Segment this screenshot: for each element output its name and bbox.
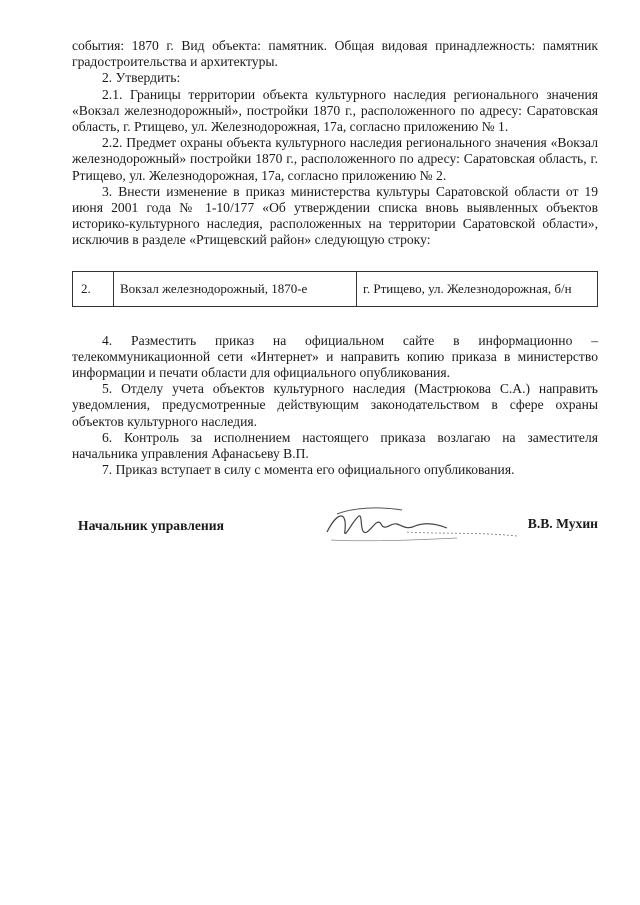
paragraph-item-3: 3. Внести изменение в приказ министерства культуры Саратовской области от 19 июня 2001 года № 1-10/177 «Об утверждении списка вновь выявленных объектов историко-культурного наследия, расположенных на территории Саратовской области», исключив в разделе «Ртищевский район» следующую строку: [72, 183, 598, 248]
excluded-row-table [72, 271, 598, 307]
table-cell-number: 2. [73, 271, 114, 306]
handwritten-signature-icon [307, 502, 527, 552]
table-cell-address: г. Ртищево, ул. Железнодорожная, б/н [357, 271, 598, 306]
paragraph-item-2: 2. Утвердить: [102, 70, 181, 86]
paragraph-item-6: 6. Контроль за исполнением настоящего приказа возлагаю на заместителя начальника управления Афанасьеву В.П. [72, 429, 598, 462]
paragraph-item-7: 7. Приказ вступает в силу с момента его официального опубликования. [102, 462, 515, 478]
signatory-name: В.В. Мухин [527, 516, 598, 532]
paragraph-item-5: 5. Отделу учета объектов культурного наследия (Мастрюкова С.А.) направить уведомления, предусмотренные действующим законодательством в сфере охраны объектов культурного наследия. [72, 381, 598, 429]
paragraph-item-2-2: 2.2. Предмет охраны объекта культурного наследия регионального значения «Вокзал железнодорожный» постройки 1870 г., расположенного по адресу: Саратовская область, г. Ртищево, ул. Железнодорожная, 17а, согласно приложению № 2. [72, 135, 598, 183]
signature-block [72, 502, 598, 552]
paragraph-item-2-1: 2.1. Границы территории объекта культурного наследия регионального значения «Вокзал железнодорожный», постройки 1870 г., расположенного по адресу: Саратовская область, г. Ртищево, ул. Железнодорожная, 17а, согласно приложению № 1. [72, 86, 598, 135]
paragraph-item-4: 4. Разместить приказ на официальном сайте в информационно – телекоммуникационной сети «Интернет» и направить копию приказа в министерство информации и печати области для официального опубликования. [72, 332, 598, 381]
signatory-title: Начальник управления [78, 518, 224, 534]
paragraph-continuation: события: 1870 г. Вид объекта: памятник. Общая видовая принадлежность: памятник градостроительства и архитектуры. [72, 38, 598, 70]
table-cell-name: Вокзал железнодорожный, 1870-е [114, 271, 357, 306]
table-row [73, 271, 598, 306]
